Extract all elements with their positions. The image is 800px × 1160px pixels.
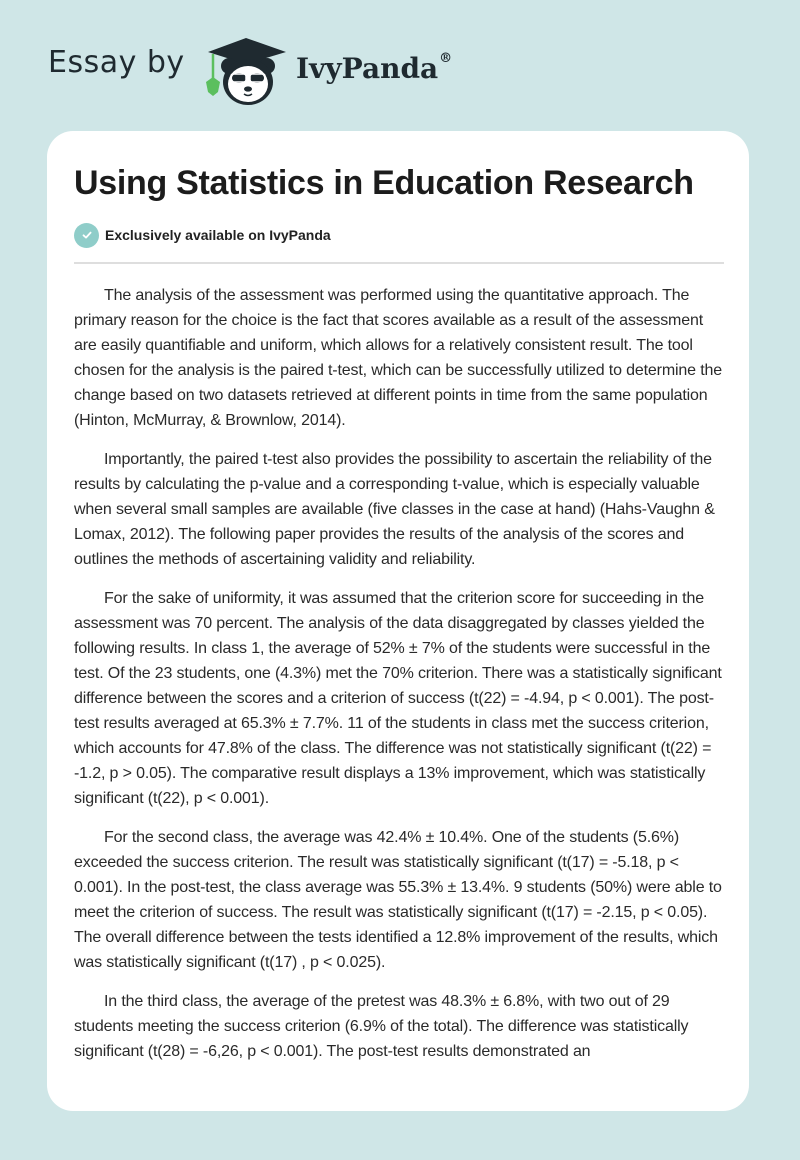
paragraph: The analysis of the assessment was performed using the quantitative approach. The primary reason for the choice is the fact that scores available as a result of the assessment are easily quantifiable and uniform, which allows for a relatively consistent result. The tool chosen for the analysis is the paired t-test, which can be successfully utilized to determine the change based on two datasets retrieved at different points in time from the same population (Hinton, McMurray, & Brownlow, 2014). — [74, 287, 723, 429]
paragraph: In the third class, the average of the pretest was 48.3% ± 6.8%, with two out of 29 students meeting the success criterion (6.9% of the total). The difference was statistically significant (t(28) = -6,26, p < 0.001). The post-test results demonstrated an — [74, 993, 689, 1060]
page-title: Using Statistics in Education Research — [74, 164, 694, 202]
paragraph: Importantly, the paired t-test also provides the possibility to ascertain the reliability of the results by calculating the p-value and a corresponding t-value, which is especially valuable when several small samples are available (five classes in the case at hand) (Hahs-Vaughn & Lomax, 2012). The following paper provides the results of the analysis of the scores and outlines the methods of ascertaining validity and reliability. — [74, 451, 715, 568]
exclusive-badge-text: Exclusively available on IvyPanda — [105, 227, 331, 243]
site-header — [0, 0, 800, 130]
panda-graduate-logo-icon[interactable] — [202, 36, 292, 108]
paragraph: For the sake of uniformity, it was assumed that the criterion score for succeeding in the assessment was 70 percent. The analysis of the data disaggregated by classes yielded the following results. In class 1, the average of 52% ± 7% of the students were successful in the test. Of the 23 students, one (4.3%) met the 70% criterion. There was a statistically significant difference between the scores and a criterion of success (t(22) = -4.94, p < 0.001). The post-test results averaged at 65.3% ± 7.7%. 11 of the students in class met the success criterion, which accounts for 47.8% of the class. The difference was not statistically significant (t(22) = -1.2, p > 0.05). The comparative result displays a 13% improvement, which was statistically significant (t(22), p < 0.001). — [74, 590, 722, 807]
essay-card — [47, 131, 749, 1111]
essay-by-label: Essay by — [48, 45, 185, 80]
brand-name: IvyPanda — [296, 52, 439, 85]
paragraph: For the second class, the average was 42.4% ± 10.4%. One of the students (5.6%) exceeded the success criterion. The result was statistically significant (t(17) = -5.18, p < 0.001). In the post-test, the class average was 55.3% ± 13.4%. 9 students (50%) were able to meet the criterion of success. The result was statistically significant (t(17) = -2.15, p < 0.05). The overall difference between the tests identified a 12.8% improvement of the results, which was statistically significant (t(17) , p < 0.025). — [74, 829, 722, 971]
registered-mark: ® — [439, 50, 453, 66]
essay-body — [74, 283, 726, 1078]
title-divider — [74, 262, 724, 264]
check-circle-icon — [74, 223, 99, 248]
ivypanda-brand-logo[interactable] — [296, 50, 453, 85]
exclusive-badge — [74, 222, 331, 248]
